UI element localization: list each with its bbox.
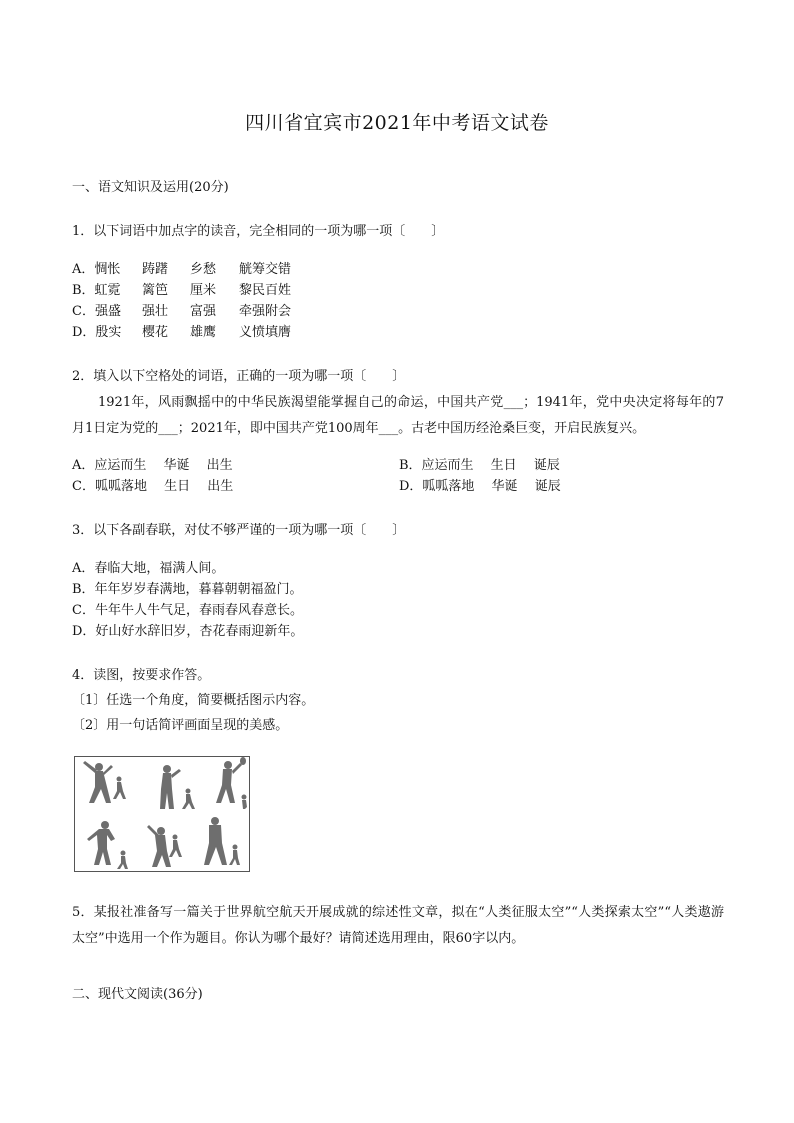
q3-option-a: A．春临大地，福满人间。 — [72, 561, 225, 576]
question-3-stem: 3．以下各副春联，对仗不够严谨的一项为哪一项〔 〕 — [72, 523, 406, 538]
q1-option-c-word-3: 富强 — [190, 304, 217, 319]
question-4-sub-1: 〔1〕任选一个角度，简要概括图示内容。 — [72, 693, 315, 708]
q2-option-c: C．呱呱落地 生日 出生 — [72, 479, 234, 494]
question-4-stem: 4．读图，按要求作答。 — [72, 668, 211, 683]
q1-option-b-word-2: 篱笆 — [142, 283, 169, 298]
q2-option-d: D．呱呱落地 华诞 诞辰 — [399, 479, 561, 494]
q1-option-d-word-3: 雄鹰 — [190, 325, 217, 340]
q1-option-a-word-2: 踌躇 — [142, 262, 169, 277]
q3-option-d: D．好山好水辞旧岁，杏花春雨迎新年。 — [72, 624, 304, 639]
q1-option-c-word-1: C．强盛 — [72, 304, 121, 319]
sports-silhouettes-image — [75, 757, 249, 871]
q1-option-a-word-3: 乡愁 — [190, 262, 217, 277]
sports-silhouettes-figure — [74, 756, 250, 872]
question-4-sub-2: 〔2〕用一句话简评画面呈现的美感。 — [72, 718, 289, 733]
page-title: 四川省宜宾市2021年中考语文试卷 — [245, 112, 549, 134]
q1-option-c-word-2: 强壮 — [142, 304, 169, 319]
q2-option-a: A．应运而生 华诞 出生 — [72, 458, 233, 473]
q1-option-b-word-4: 黎民百姓 — [239, 283, 292, 298]
q1-option-b-word-1: B．虹霓 — [72, 283, 121, 298]
q1-option-d-word-1: D．殷实 — [72, 325, 122, 340]
q1-option-d-word-4: 义愤填膺 — [239, 325, 292, 340]
question-5-text: 5．某报社准备写一篇关于世界航空航天开展成就的综述性文章，拟在“人类征服太空”“人类探索太空”“人类遨游太空”中选用一个作为题目。你认为哪个最好？请简述选用理由，限60字以内。 — [72, 905, 724, 946]
q1-option-d-word-2: 樱花 — [142, 325, 169, 340]
q1-option-c-word-4: 牵强附会 — [239, 304, 292, 319]
section-heading-2: 二、现代文阅读(36分) — [72, 987, 203, 1002]
q2-option-b: B．应运而生 生日 诞辰 — [399, 458, 560, 473]
question-1-stem: 1．以下词语中加点字的读音，完全相同的一项为哪一项〔 〕 — [72, 224, 445, 239]
q3-option-b: B．年年岁岁春满地，暮暮朝朝福盈门。 — [72, 582, 303, 597]
section-heading-1: 一、语文知识及运用(20分) — [72, 180, 229, 195]
question-2-stem: 2．填入以下空格处的词语，正确的一项为哪一项〔 〕 — [72, 369, 406, 384]
q1-option-b-word-3: 厘米 — [190, 283, 217, 298]
q1-option-a-word-1: A．惆怅 — [72, 262, 121, 277]
q3-option-c: C．牛年牛人牛气足，春雨春风春意长。 — [72, 603, 303, 618]
q1-option-a-word-4: 觥筹交错 — [239, 262, 292, 277]
question-2-passage: 1921年，风雨飘摇中的中华民族渴望能掌握自己的命运，中国共产党___；1941年，党中央决定将每年的7月1日定为党的___；2021年，即中国共产党100周年___。古老中国历经沧桑巨变，开启民族复兴。 — [72, 395, 724, 436]
